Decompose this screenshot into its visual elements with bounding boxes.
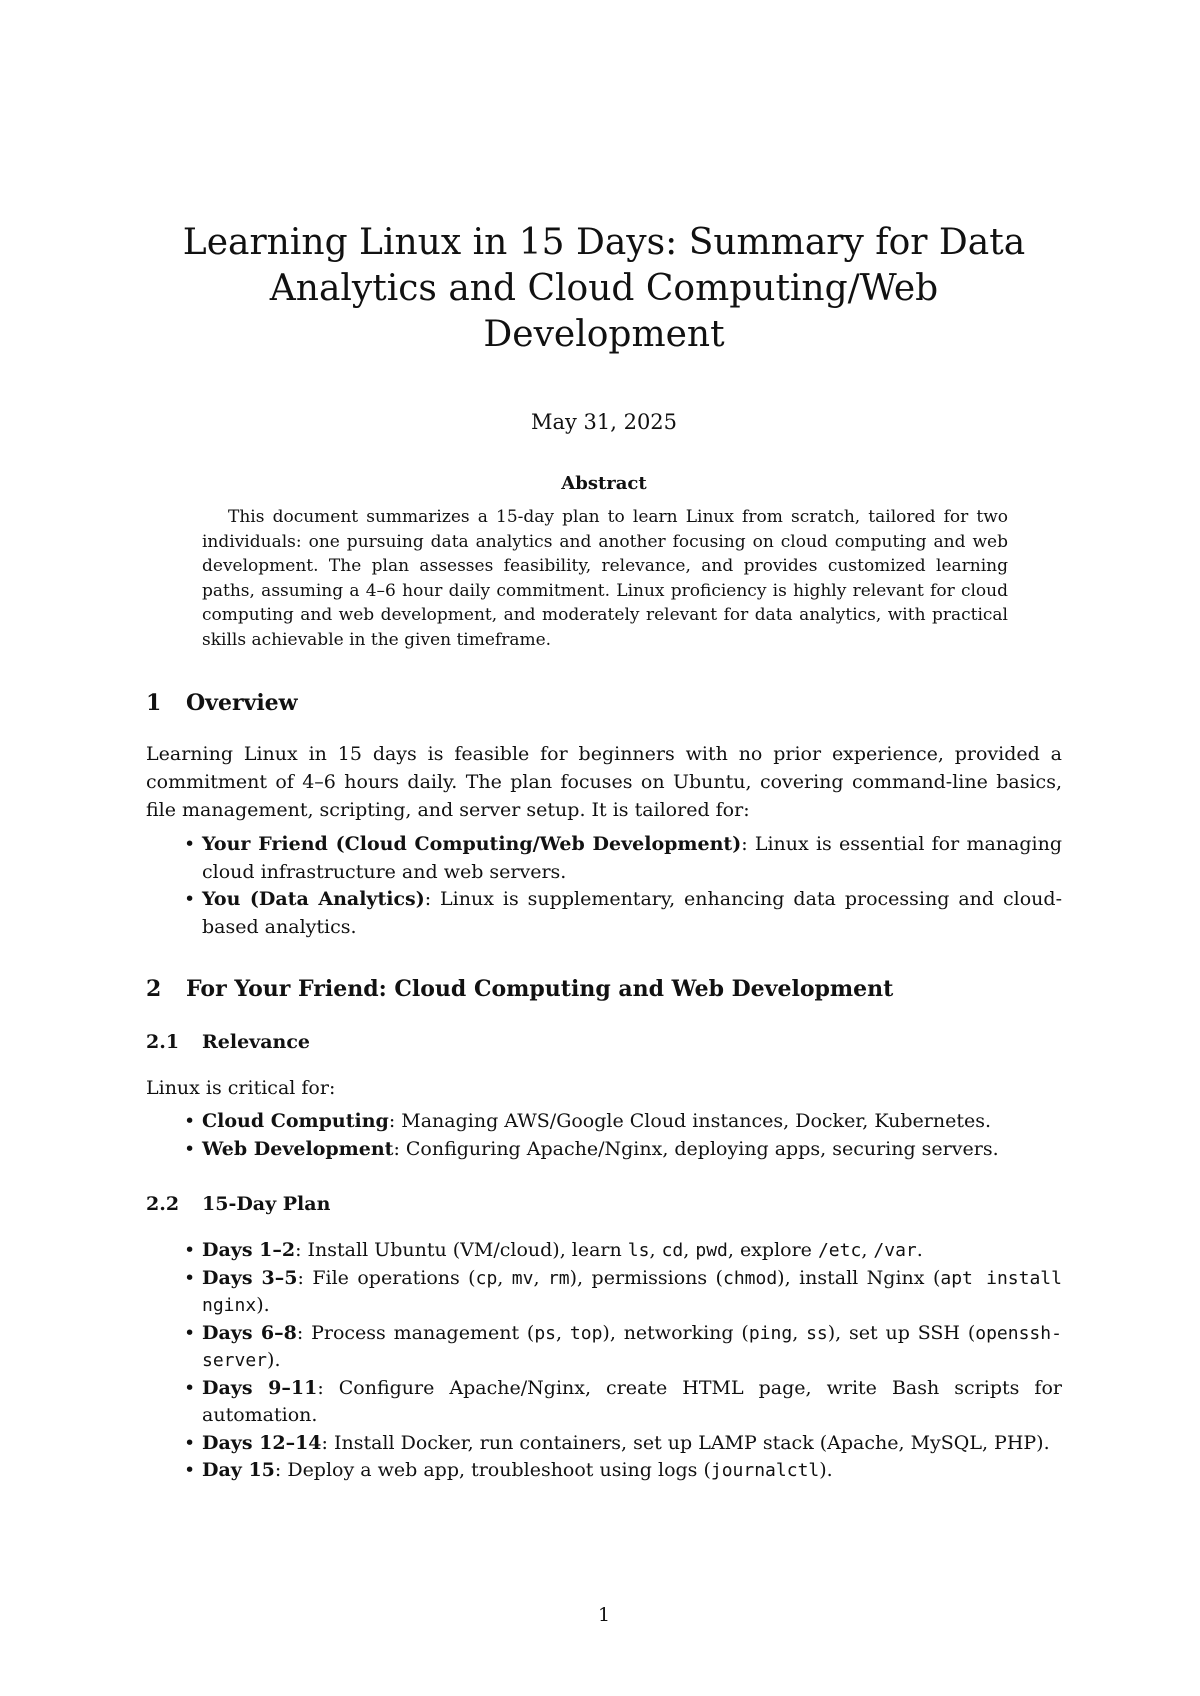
list-item-term: Your Friend (Cloud Computing/Web Development) <box>202 833 742 855</box>
inline-code: journalctl <box>710 1460 820 1481</box>
list-item-text: ), permissions ( <box>569 1266 723 1289</box>
inline-code: chmod <box>722 1267 778 1289</box>
bullet-icon: • <box>184 1266 196 1289</box>
relevance-paragraph: Linux is critical for: <box>146 1077 336 1099</box>
section-title: Overview <box>186 690 298 716</box>
list-item-text: , <box>683 1239 696 1261</box>
inline-code: apt install nginx <box>202 1267 1062 1316</box>
section-overview <box>146 690 1062 716</box>
inline-code: openssh-server <box>202 1322 1062 1371</box>
bullet-icon: • <box>184 1459 196 1481</box>
list-item-text: ). <box>819 1459 833 1481</box>
list-item-term: Web Development <box>202 1137 394 1160</box>
section-heading <box>146 976 1062 1002</box>
list-item-text: : Install Ubuntu (VM/cloud), learn <box>295 1239 628 1261</box>
abstract-text: This document summarizes a 15-day plan to learn Linux from scratch, tailored for two individuals: one pursuing data analytics and another focusing on cloud computing and web development. The plan assesses feasibility, relevance, and provides customized learning paths, assuming a 4–6 hour daily commitment. Linux proficiency is highly relevant for cloud computing and web development, and moderately relevant for data analytics, with practical skills achievable in the given timeframe. <box>202 507 1008 650</box>
list-item-text: : Deploy a web app, troubleshoot using logs ( <box>274 1459 711 1481</box>
subsection-number: 2.1 <box>146 1031 180 1053</box>
list-item-text: ). <box>267 1349 281 1371</box>
abstract-heading: Abstract <box>561 473 647 494</box>
bullet-icon: • <box>184 1321 196 1344</box>
list-item-text: , <box>533 1266 548 1289</box>
list-item-term: Days 3–5 <box>202 1266 298 1289</box>
inline-code: ps <box>534 1322 557 1344</box>
list-item-text: , <box>861 1239 874 1261</box>
subsection-relevance <box>146 1031 1062 1053</box>
list-item <box>146 831 1062 886</box>
list-item-term: Cloud Computing <box>202 1110 389 1132</box>
list-item <box>146 886 1062 941</box>
list-item-text: , <box>792 1321 807 1344</box>
list-item-text: , <box>556 1321 570 1344</box>
section-friend <box>146 976 1062 1002</box>
list-item <box>146 1136 1062 1164</box>
list-item-text: : File operations ( <box>297 1266 476 1289</box>
document-title: Learning Linux in 15 Days: Summary for Data Analytics and Cloud Computing/Web Development <box>182 222 1026 355</box>
bullet-icon: • <box>184 1110 196 1132</box>
subsection-plan <box>146 1193 1062 1215</box>
overview-body <box>146 740 1062 824</box>
section-number: 2 <box>146 976 162 1002</box>
list-item-text: : Linux is essential for managing cloud infrastructure and web servers. <box>202 833 1062 883</box>
list-item <box>146 1320 1062 1375</box>
section-title: For Your Friend: Cloud Computing and Web Development <box>186 976 894 1002</box>
subsection-title: Relevance <box>202 1031 311 1053</box>
document-date: May 31, 2025 <box>530 410 678 434</box>
subsection-number: 2.2 <box>146 1193 180 1215</box>
inline-code: cd <box>661 1240 684 1261</box>
list-item-text: . <box>916 1239 923 1261</box>
bullet-icon: • <box>184 833 196 855</box>
bullet-icon: • <box>184 1137 196 1160</box>
bullet-icon: • <box>184 1376 196 1399</box>
list-item-text: ), set up SSH ( <box>827 1321 976 1344</box>
inline-code: cp <box>475 1267 498 1289</box>
list-item-text: : Linux is supplementary, enhancing data processing and cloud-based analytics. <box>202 888 1062 938</box>
inline-code: ss <box>806 1322 828 1344</box>
inline-code: mv <box>511 1267 534 1289</box>
bullet-icon: • <box>184 1239 196 1261</box>
document-page <box>146 0 1062 1696</box>
list-item <box>146 1375 1062 1430</box>
list-item <box>146 1265 1062 1320</box>
list-item-term: Days 6–8 <box>202 1321 297 1344</box>
list-item-text: ). <box>256 1294 270 1316</box>
list-item-text: : Configuring Apache/Nginx, deploying apps, securing servers. <box>393 1137 999 1160</box>
relevance-body <box>146 1074 1062 1102</box>
inline-code: pwd <box>695 1240 728 1261</box>
overview-paragraph: Learning Linux in 15 days is feasible for beginners with no prior experience, provided a commitment of 4–6 hours daily. The plan focuses on Ubuntu, covering command-line basics, file management, scripting, and server setup. It is tailored for: <box>146 743 1062 821</box>
list-item-term: Days 9–11 <box>202 1376 318 1399</box>
inline-code: ls <box>627 1240 650 1261</box>
bullet-icon: • <box>184 888 196 910</box>
list-item <box>146 1108 1062 1136</box>
list-item-term: Day 15 <box>202 1459 275 1481</box>
subsection-heading <box>146 1193 1062 1215</box>
list-item-text: ), networking ( <box>602 1321 749 1344</box>
subsection-title: 15-Day Plan <box>202 1193 331 1215</box>
inline-code: ping <box>748 1322 793 1344</box>
inline-code: /var <box>873 1240 917 1261</box>
list-item-term: Days 12–14 <box>202 1431 322 1454</box>
inline-code: /etc <box>817 1240 862 1261</box>
list-item-text: : Process management ( <box>296 1321 535 1344</box>
section-heading <box>146 690 1062 716</box>
list-item <box>146 1430 1062 1458</box>
list-item-text: ), install Nginx ( <box>777 1266 941 1289</box>
list-item-text: : Managing AWS/Google Cloud instances, Docker, Kubernetes. <box>388 1110 992 1132</box>
list-item <box>146 1237 1062 1265</box>
list-item-term: Days 1–2 <box>202 1239 296 1261</box>
bullet-icon: • <box>184 1431 196 1454</box>
page-number: 1 <box>597 1604 611 1626</box>
list-item-text: , <box>649 1239 662 1261</box>
inline-code: rm <box>547 1267 570 1289</box>
list-item-text: , explore <box>727 1239 818 1261</box>
list-item-text: , <box>497 1266 512 1289</box>
plan-list <box>146 1237 1062 1485</box>
inline-code: top <box>569 1322 603 1344</box>
list-item-text: : Configure Apache/Nginx, create HTML page, write Bash scripts for automation. <box>202 1376 1062 1426</box>
section-number: 1 <box>146 690 162 716</box>
list-item-term: You (Data Analytics) <box>202 888 425 910</box>
subsection-heading <box>146 1031 1062 1053</box>
relevance-list <box>146 1108 1062 1163</box>
overview-list <box>146 831 1062 941</box>
list-item <box>146 1457 1062 1485</box>
list-item-text: : Install Docker, run containers, set up LAMP stack (Apache, MySQL, PHP). <box>321 1431 1050 1454</box>
